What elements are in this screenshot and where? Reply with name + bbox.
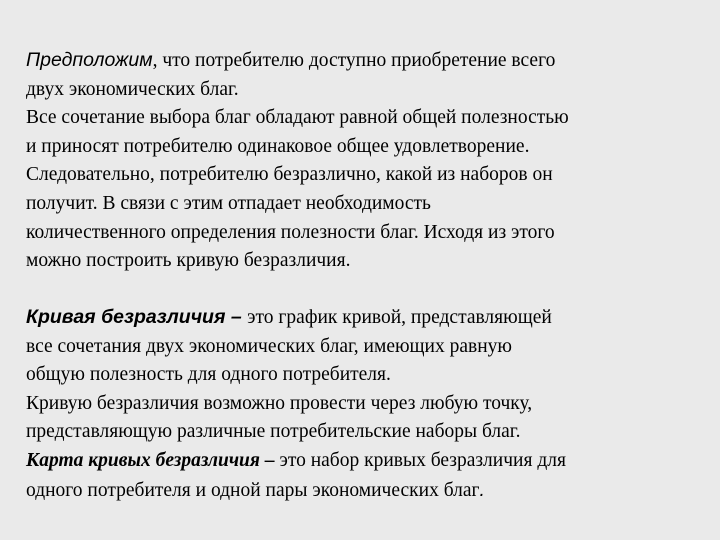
final-period: . xyxy=(479,478,485,501)
text-line: количественного определения полезности благ. Исходя из этого xyxy=(26,221,555,243)
text-line xyxy=(26,447,706,476)
text-line: представляющую различные потребительские наборы благ. xyxy=(26,421,521,443)
text-fragment: это график кривой, представляющей xyxy=(247,307,552,328)
map-term: Карта кривых безразличия xyxy=(26,449,260,471)
text-line: получит. В связи с этим отпадает необходимость xyxy=(26,192,431,214)
paragraph-assumption xyxy=(26,46,706,276)
text-fragment: это набор кривых безразличия для xyxy=(279,449,566,471)
text-line: Кривую безразличия возможно провести через любую точку, xyxy=(26,392,533,414)
text-fragment: , что потребителю доступно приобретение всего xyxy=(152,50,556,71)
text-line: и приносят потребителю одинаковое общее удовлетворение. xyxy=(26,135,530,157)
text-line xyxy=(26,303,706,333)
text-line: можно построить кривую безразличия. xyxy=(26,250,351,272)
text-line: Все сочетание выбора благ обладают равной общей полезностью xyxy=(26,107,569,129)
text-fragment: одного потребителя и одной пары экономических благ xyxy=(26,479,480,501)
text-line: все сочетания двух экономических благ, имеющих равную xyxy=(26,335,512,357)
paragraph-definition xyxy=(26,303,706,505)
lead-word: Предположим xyxy=(26,49,153,71)
text-line: Следовательно, потребителю безразлично, какой из наборов он xyxy=(26,164,553,186)
term-dash: – xyxy=(259,449,280,471)
text-line: двух экономических благ. xyxy=(26,78,239,100)
text-line xyxy=(26,476,706,506)
text-line: общую полезность для одного потребителя. xyxy=(26,364,391,386)
term-dash: – xyxy=(225,306,248,328)
text-line xyxy=(26,46,706,76)
definition-term: Кривая безразличия xyxy=(26,306,226,328)
